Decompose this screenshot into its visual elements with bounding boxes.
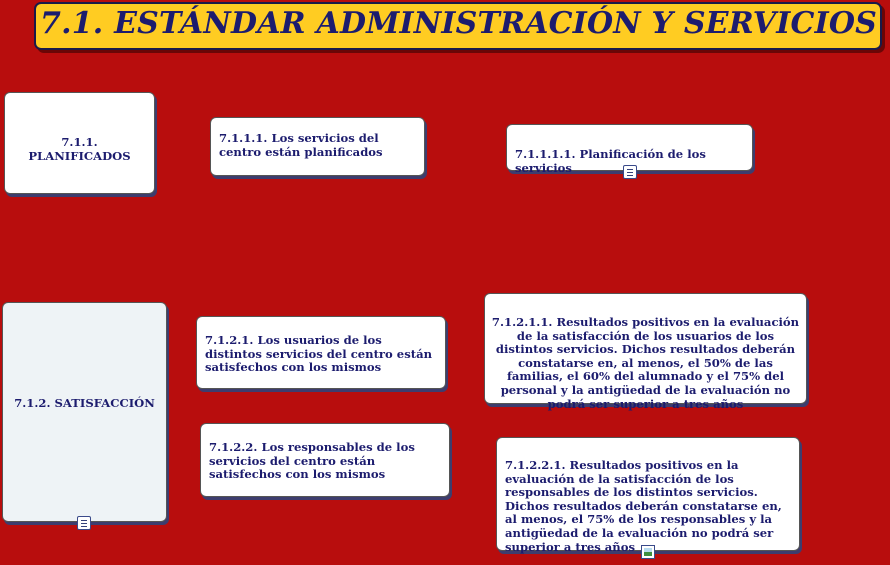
node-label: 7.1.1. PLANIFICADOS: [28, 135, 131, 163]
image-icon[interactable]: [641, 545, 655, 559]
page-title: 7.1. ESTÁNDAR ADMINISTRACIÓN Y SERVICIOS: [40, 6, 878, 41]
node-resultados-usuarios[interactable]: [484, 293, 807, 411]
note-icon[interactable]: [623, 165, 637, 179]
node-label: 7.1.2.2.1. Resultados positivos en la evaluación de la satisfacción de los responsables de los distintos servicios. Dichos resultados deberán constatarse en, al menos, el 75% de los responsables y la antigüedad de la evaluación no podrá ser superior a tres años: [505, 458, 782, 554]
node-responsables-satisfechos[interactable]: [200, 423, 450, 497]
node-label: 7.1.2. SATISFACCIÓN: [14, 396, 155, 410]
node-label: 7.1.1.1.1. Planificación de los servicios: [515, 147, 706, 175]
title-banner: [34, 2, 882, 50]
node-label: 7.1.2.1.1. Resultados positivos en la evaluación de la satisfacción de los usuarios de los distintos servicios. Dichos resultados deberán constatarse en, al menos, el 50% de las familias, el 60% del alumnado y el 75% del personal y la antigüedad de la evaluación no podrá ser superior a tres años: [491, 315, 800, 411]
node-planificacion-servicios[interactable]: [506, 124, 753, 175]
node-label: 7.1.2.2. Los responsables de los servicios del centro están satisfechos con los mismos: [209, 440, 415, 482]
node-label: 7.1.2.1. Los usuarios de los distintos servicios del centro están satisfechos con los mismos: [205, 333, 433, 375]
node-resultados-responsables[interactable]: [496, 437, 800, 554]
node-usuarios-satisfechos[interactable]: [196, 316, 446, 389]
node-planificados[interactable]: [4, 92, 155, 194]
node-servicios-planificados[interactable]: [210, 117, 425, 176]
node-satisfaccion[interactable]: [2, 302, 167, 522]
note-icon[interactable]: [77, 516, 91, 530]
node-label: 7.1.1.1. Los servicios del centro están planificados: [219, 131, 383, 159]
